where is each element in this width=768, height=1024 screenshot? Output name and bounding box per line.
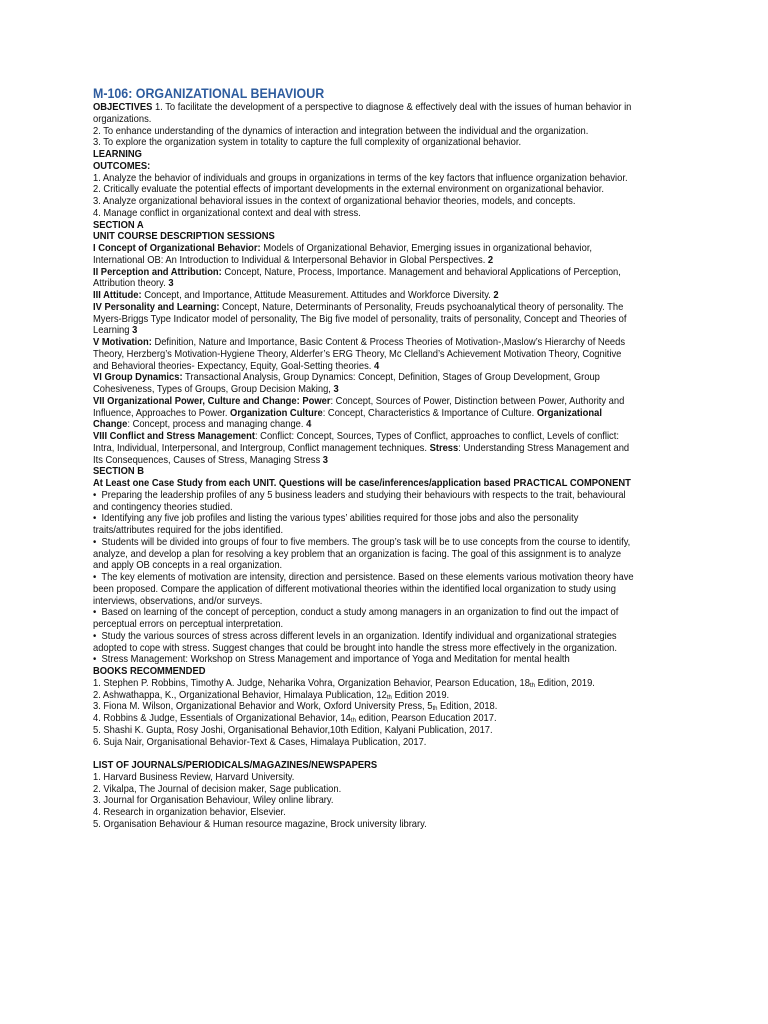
practical-item xyxy=(93,513,636,537)
case-study-text: At Least one Case Study from each UNIT. Questions will be case/inferences/application based PRACTICAL COMPONENT xyxy=(93,478,631,489)
journals-heading-text: LIST OF JOURNALS/PERIODICALS/MAGAZINES/NEWSPAPERS xyxy=(93,760,378,771)
book-text-end: Edition, 2018. xyxy=(437,701,498,713)
unit-header xyxy=(93,231,636,243)
syllabus-document xyxy=(93,86,636,831)
practical-item xyxy=(93,654,636,666)
unit-2 xyxy=(93,267,636,291)
unit-7-heading: VII Organizational Power, Culture and Change: Power xyxy=(93,395,331,407)
book-text-end: edition, Pearson Education 2017. xyxy=(355,713,497,724)
book-item: 6. Suja Nair, Organisational Behavior-Text & Cases, Himalaya Publication, 2017. xyxy=(93,736,427,748)
outcomes-label xyxy=(93,161,636,173)
unit-6 xyxy=(93,372,636,396)
book-ordinal: th xyxy=(350,717,356,724)
bullet-icon: • xyxy=(93,513,97,525)
practical-text: Based on learning of the concept of perception, conduct a study among managers in an organization to find out the impact of perceptual errors on perceptual interpretation. xyxy=(93,607,619,630)
bullet-icon: • xyxy=(93,572,97,583)
book-text-end: Edition, 2019. xyxy=(534,677,595,689)
book-item xyxy=(93,701,636,713)
unit-4-heading: IV Personality and Learning: xyxy=(93,301,220,313)
unit-5-heading: V Motivation: xyxy=(93,337,152,348)
unit-8-body: : Conflict: Concept, Sources, Types of Conflict, approaches to conflict, Levels of conflict: Intra, Individual, Interpersonal, and Intergroup, Conflict management techniques. xyxy=(93,431,619,454)
outcome-item: 1. Analyze the behavior of individuals and groups in organizations in terms of the key factors that influence organization behavior. xyxy=(93,172,628,184)
book-text: 4. Robbins & Judge, Essentials of Organizational Behavior, 14 xyxy=(93,713,351,724)
unit-2-sessions: 3 xyxy=(168,278,174,290)
unit-6-sessions: 3 xyxy=(333,384,339,395)
book-text: 2. Ashwathappa, K., Organizational Behavior, Himalaya Publication, 12 xyxy=(93,689,387,701)
unit-4-body: Concept, Nature, Determinants of Personality, Freuds psychoanalytical theory of personality. The Myers-Briggs Type Indicator model of personality, The Big five model of personality, traits of personality, Concept and Theories of Learning xyxy=(93,301,627,337)
journal-item: 4. Research in organization behavior, Elsevier. xyxy=(93,807,286,818)
books-heading-text: BOOKS RECOMMENDED xyxy=(93,666,206,677)
book-text-end: Edition 2019. xyxy=(391,689,450,701)
section-a-text: SECTION A xyxy=(93,219,144,231)
journal-item: 2. Vikalpa, The Journal of decision maker, Sage publication. xyxy=(93,783,342,795)
bullet-icon: • xyxy=(93,536,97,548)
learning-label xyxy=(93,149,636,161)
unit-5-sessions: 4 xyxy=(373,360,380,372)
unit-4 xyxy=(93,302,636,337)
unit-3 xyxy=(93,290,636,302)
journal-item: 5. Organisation Behaviour & Human resource magazine, Brock university library. xyxy=(93,818,427,830)
bullet-icon: • xyxy=(93,654,97,666)
outcome-item: 2. Critically evaluate the potential effects of important developments in the external environment on organizational behavior. xyxy=(93,184,604,196)
book-item xyxy=(93,690,636,702)
learning-label-text: LEARNING xyxy=(93,149,142,160)
unit-8-body-stress: : Understanding Stress Management and Its Consequences, Causes of Stress, Managing Stress xyxy=(93,442,630,466)
unit-1-body: Models of Organizational Behavior, Emerging issues in organizational behavior, International OB: An Introduction to Individual & Interpersonal Behavior in Global Perspectives. xyxy=(93,243,593,266)
section-a-heading xyxy=(93,220,636,232)
unit-3-sessions: 2 xyxy=(493,290,499,301)
unit-8-heading: VIII Conflict and Stress Management xyxy=(93,431,255,442)
bullet-icon: • xyxy=(93,630,97,642)
practical-item xyxy=(93,631,636,655)
spacer xyxy=(93,748,636,760)
objective-3: 3. To explore the organization system in totality to capture the full complexity of organizational behavior. xyxy=(93,137,522,149)
case-study-note xyxy=(93,478,636,490)
outcomes-label-text: OUTCOMES: xyxy=(93,160,151,172)
book-ordinal: th xyxy=(386,693,392,701)
book-text: 1. Stephen P. Robbins, Timothy A. Judge, Neharika Vohra, Organization Behavior, Pearson Education, 18 xyxy=(93,677,530,689)
unit-8 xyxy=(93,431,636,466)
bullet-icon: • xyxy=(93,607,97,619)
journals-heading xyxy=(93,760,636,772)
section-b-heading xyxy=(93,466,636,478)
document-title: M-106: ORGANIZATIONAL BEHAVIOUR xyxy=(93,86,325,101)
practical-item xyxy=(93,572,636,607)
objective-1 xyxy=(93,102,636,126)
unit-6-heading: VI Group Dynamics: xyxy=(93,372,183,384)
book-item xyxy=(93,713,636,725)
book-item xyxy=(93,678,636,690)
book-text: 3. Fiona M. Wilson, Organizational Behavior and Work, Oxford University Press, 5 xyxy=(93,701,433,713)
objective-2: 2. To enhance understanding of the dynamics of interaction and integration between the individual and the organization. xyxy=(93,125,589,137)
unit-7-body-culture: : Concept, Characteristics & Importance of Culture. xyxy=(322,407,537,419)
outcome-item: 3. Analyze organizational behavioral issues in the context of organizational behavior theories, models, and concepts. xyxy=(93,196,576,207)
bullet-icon: • xyxy=(93,489,97,501)
unit-3-heading: III Attitude: xyxy=(93,290,142,301)
unit-2-heading: II Perception and Attribution: xyxy=(93,266,222,278)
unit-1 xyxy=(93,243,636,267)
unit-7-sessions: 4 xyxy=(306,419,312,431)
objectives-label: OBJECTIVES xyxy=(93,102,153,113)
journal-item: 1. Harvard Business Review, Harvard University. xyxy=(93,771,295,783)
practical-text: Identifying any five job profiles and listing the various types’ abilities required for those jobs and also the personality traits/attributes required for the jobs identified. xyxy=(93,513,579,536)
practical-text: Stress Management: Workshop on Stress Management and importance of Yoga and Meditation for mental health xyxy=(101,654,570,666)
outcome-item: 4. Manage conflict in organizational context and deal with stress. xyxy=(93,207,361,219)
journal-item: 3. Journal for Organisation Behaviour, Wiley online library. xyxy=(93,795,334,807)
unit-7-body: : Concept, Sources of Power, Distinction between Power, Authority and Influence, Approaches to Power. xyxy=(93,395,625,419)
practical-text: Students will be divided into groups of four to five members. The group’s task will be to use concepts from the course to identify, analyze, and develop a plan for resolving a key problem that an organization is facing. The goal of this assignment is to analyze and apply OB concepts in a real organization. xyxy=(93,536,631,572)
unit-4-sessions: 3 xyxy=(132,325,138,337)
unit-5-body: Definition, Nature and Importance, Basic Content & Process Theories of Motivation-,Maslow’s Hierarchy of Needs Theory, Herzberg’s Motivation-Hygiene Theory, Alderfer’s ERG Theory, Mc Clelland’s Achievement Motivation Theory, Cognitive and Behavioral theories- Expectancy, Equity, Goal-Setting theories. xyxy=(93,337,626,372)
unit-7-body-change: : Concept, process and managing change. xyxy=(127,419,307,431)
practical-text: The key elements of motivation are intensity, direction and persistence. Based on these elements various motivation theory have been proposed. Compare the application of different motivational theories within the identified local organization to study using interviews, observations, and/or surveys. xyxy=(93,572,634,607)
practical-text: Study the various sources of stress across different levels in an organization. Identify individual and organizational strategies adopted to cope with stress. Suggest changes that could be brought into handle the stress more effectively in the organization. xyxy=(93,630,617,654)
unit-8-subheading-stress: Stress xyxy=(429,442,459,454)
unit-7-subheading-culture: Organization Culture xyxy=(230,407,323,419)
books-heading xyxy=(93,666,636,678)
unit-3-body: Concept, and Importance, Attitude Measurement. Attitudes and Workforce Diversity. xyxy=(141,290,494,301)
practical-item xyxy=(93,607,636,631)
practical-item xyxy=(93,537,636,572)
unit-header-text: UNIT COURSE DESCRIPTION SESSIONS xyxy=(93,231,275,243)
unit-5 xyxy=(93,337,636,372)
unit-6-body: Transactional Analysis, Group Dynamics: Concept, Definition, Stages of Group Development, Group Cohesiveness, Types of Groups, Group Decision Making, xyxy=(93,372,600,395)
book-item: 5. Shashi K. Gupta, Rosy Joshi, Organisational Behavior,10th Edition, Kalyani Publication, 2017. xyxy=(93,724,493,736)
practical-text: Preparing the leadership profiles of any 5 business leaders and studying their behaviours with respects to the trait, behavioural and contingency theories studied. xyxy=(93,489,626,513)
unit-8-sessions: 3 xyxy=(322,454,328,466)
section-b-text: SECTION B xyxy=(93,466,145,478)
unit-7-subheading-change: Organizational Change xyxy=(93,407,602,431)
book-ordinal: th xyxy=(529,681,535,689)
unit-1-sessions: 2 xyxy=(487,254,494,266)
book-ordinal: th xyxy=(432,705,438,713)
practical-item xyxy=(93,490,636,514)
unit-2-body: Concept, Nature, Process, Importance. Management and behavioral Applications of Perception, Attribution theory. xyxy=(93,266,621,290)
unit-1-heading: I Concept of Organizational Behavior: xyxy=(93,243,261,254)
unit-7 xyxy=(93,396,636,431)
objective-1-text: 1. To facilitate the development of a perspective to diagnose & effectively deal with the issues of human behavior in organizations. xyxy=(93,102,632,125)
